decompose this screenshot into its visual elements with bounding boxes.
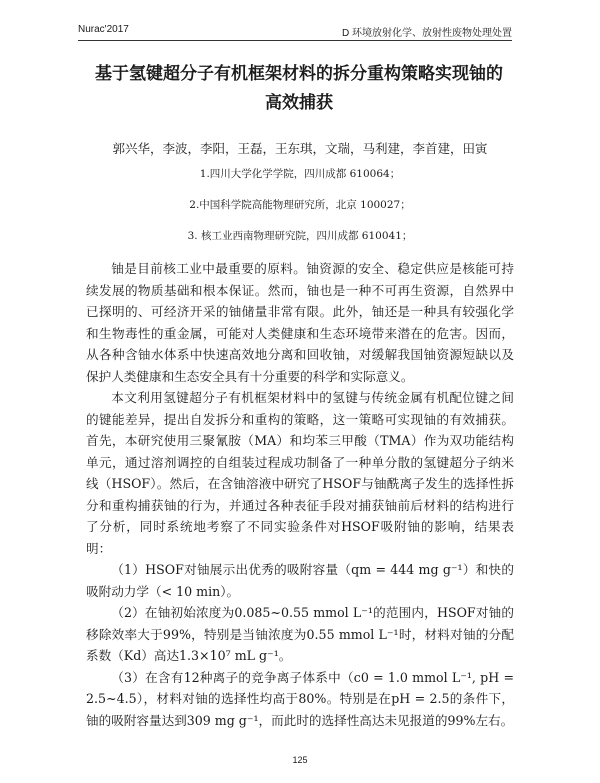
affiliation-3: 3. 核工业西南物理研究院，四川成都 610041； xyxy=(187,230,413,242)
section-name: D 环境放射化学、放射性废物处理处置 xyxy=(342,28,512,39)
paper-title: 基于氢键超分子有机框架材料的拆分重构策略实现铀的高效捕获 xyxy=(95,64,503,113)
method-paragraph: 本文利用氢键超分子有机框架材料中的氢键与传统金属有机配位键之间的键能差异，提出自发拆分和重构的策略，这一策略可实现铀的有效捕获。首先，本研究使用三聚氰胺（MA）和均苯三甲酸（TMA）作为双功能结构单元，通过溶剂调控的自组装过程成功制备了一种单分散的氢键超分子纳米线（HSOF）。然后，在含铀溶液中研究了HSOF与铀酰离子发生的选择性拆分和重构捕获铀的行为，并通过各种表征手段对捕获铀前后材料的结构进行了分析，同时系统地考察了不同实验条件对HSOF吸附铀的影响，结果表明： xyxy=(86,390,514,556)
running-header xyxy=(78,24,512,41)
affiliation-1: 1.四川大学化学学院，四川成都 610064； xyxy=(199,168,401,180)
author-list: 郭兴华，李波，李阳，王磊，王东琪，文瑞，马利建，李首建，田寅 xyxy=(112,141,488,156)
body-text xyxy=(86,258,514,731)
intro-paragraph: 铀是目前核工业中最重要的原料。铀资源的安全、稳定供应是核能可持续发展的物质基础和根本保证。然而，铀也是一种不可再生资源，自然界中已探明的、可经济开采的铀储量非常有限。此外，铀还是一种具有较强化学和生物毒性的重金属，可能对人类健康和生态环境带来潜在的危害。因而，从各种含铀水体系中快速高效地分离和回收铀，对缓解我国铀资源短缺以及保护人类健康和生态安全具有十分重要的科学和实际意义。 xyxy=(86,261,514,384)
result-item-2: （2）在铀初始浓度为0.085~0.55 mmol L⁻¹的范围内，HSOF对铀的移除效率大于99%，特别是当铀浓度为0.55 mmol L⁻¹时，材料对铀的分配系数（Kd）高达1.3×10⁷ mL g⁻¹。 xyxy=(86,605,514,663)
page-number: 125 xyxy=(292,755,308,765)
conference-name: Nurac'2017 xyxy=(78,24,129,35)
result-item-1: （1）HSOF对铀展示出优秀的吸附容量（qm = 444 mg g⁻¹）和快的吸附动力学（< 10 min）。 xyxy=(86,562,514,599)
affiliation-2: 2.中国科学院高能物理研究所，北京 100027； xyxy=(189,199,411,211)
result-item-3: （3）在含有12种离子的竞争离子体系中（c0 = 1.0 mmol L⁻¹, pH = 2.5~4.5），材料对铀的选择性均高于80%。特别是在pH = 2.5的条件下，铀的吸附容量达到309 mg g⁻¹，而此时的选择性高达未见报道的99%左右。 xyxy=(86,669,514,728)
